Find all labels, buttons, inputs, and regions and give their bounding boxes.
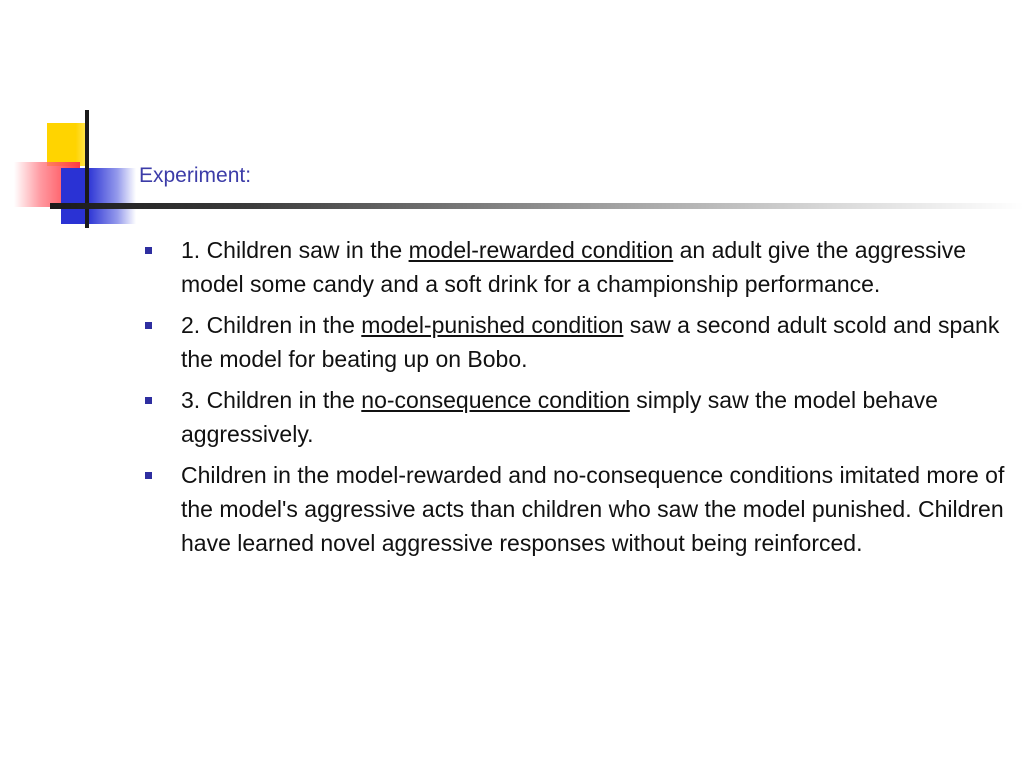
bullet-list — [145, 233, 1005, 567]
square-bullet-icon — [145, 472, 152, 479]
square-bullet-icon — [145, 397, 152, 404]
bullet-text-suffix: an adult give the aggressive model some candy and a soft drink for a championship performance. — [181, 237, 967, 297]
bullet-text-prefix: 1. Children saw in the — [181, 237, 409, 263]
bullet-item-1 — [145, 233, 1005, 301]
bullet-item-3 — [145, 383, 1005, 451]
bullet-item-2 — [145, 308, 1005, 376]
condition-term: model-punished condition — [361, 312, 624, 338]
square-bullet-icon — [145, 247, 152, 254]
bullet-item-4 — [145, 458, 1005, 560]
bullet-text: Children in the model-rewarded and no-consequence conditions imitated more of the model's aggressive acts than children who saw the model punished. Children have learned novel aggressive responses without being reinforced. — [181, 462, 1005, 556]
blue-square — [61, 168, 136, 224]
bullet-text-suffix: saw a second adult scold and spank the model for beating up on Bobo. — [181, 312, 1000, 372]
vertical-rule — [85, 110, 89, 228]
yellow-square — [47, 123, 88, 166]
bullet-text-prefix: 2. Children in the — [181, 312, 362, 338]
title-underline-rule — [50, 203, 1024, 209]
bullet-text-suffix: simply saw the model behave aggressively. — [181, 387, 938, 447]
slide-title: Experiment: — [139, 164, 252, 187]
bullet-text-prefix: 3. Children in the — [181, 387, 362, 413]
condition-term: model-rewarded condition — [408, 237, 674, 263]
condition-term: no-consequence condition — [361, 387, 630, 413]
square-bullet-icon — [145, 322, 152, 329]
